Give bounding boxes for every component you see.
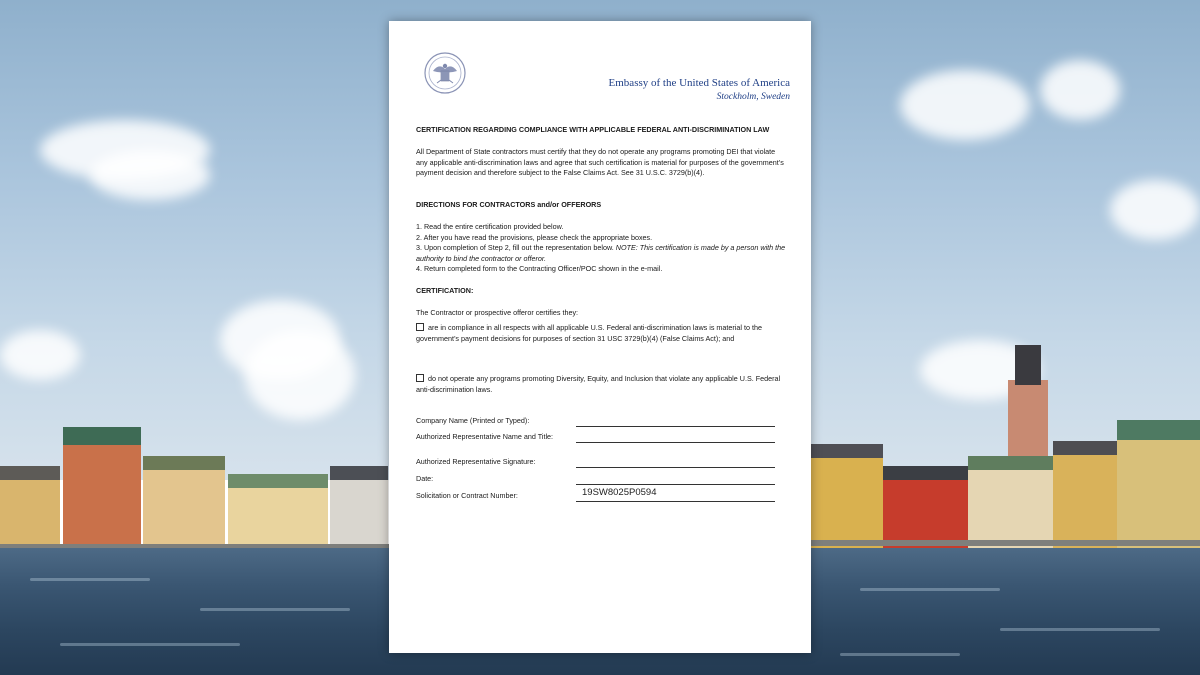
signature-field[interactable] (576, 467, 775, 468)
building (1053, 453, 1117, 548)
no-dei-checkbox[interactable] (416, 374, 424, 382)
contract-number-value: 19SW8025P0594 (582, 487, 657, 498)
direction-step-3-text: 3. Upon completion of Step 2, fill out the representation below. (416, 243, 614, 253)
directions-heading: DIRECTIONS FOR CONTRACTORS and/or OFFERORS (416, 200, 602, 209)
rep-name-field[interactable] (576, 442, 775, 443)
building (811, 456, 883, 548)
embassy-seal-icon (423, 51, 467, 95)
cloud (245, 330, 355, 420)
direction-step-3-note: NOTE: This certification is made by a person with the authority to bind the contractor or offeror. (416, 243, 786, 263)
tower-top (1015, 345, 1041, 385)
company-name-field[interactable] (576, 426, 775, 427)
cloud (900, 70, 1030, 140)
cloud (90, 150, 210, 200)
embassy-name: Embassy of the United States of America (608, 77, 790, 89)
building (228, 486, 328, 548)
certification-document (389, 21, 811, 653)
rep-name-label: Authorized Representative Name and Title: (416, 432, 554, 441)
certification-item-1 (416, 323, 788, 344)
building (1117, 438, 1200, 548)
cloud (1040, 60, 1120, 120)
direction-step-3 (416, 243, 788, 264)
certification-item-2-text: do not operate any programs promoting Diversity, Equity, and Inclusion that violate any applicable U.S. Federal anti-discrimination laws. (416, 374, 781, 394)
company-name-label: Company Name (Printed or Typed): (416, 416, 530, 425)
building (0, 478, 60, 548)
building (968, 468, 1053, 548)
certification-item-1-text: are in compliance in all respects with all applicable U.S. Federal anti-discrimination laws is material to the government’s payment decisions for purposes of section 31 USC 3729(b)(4) (False Claims Act); and (416, 323, 762, 343)
contract-number-label: Solicitation or Contract Number: (416, 491, 518, 500)
building (330, 478, 388, 548)
certification-item-2 (416, 374, 788, 395)
direction-step-2: 2. After you have read the provisions, please check the appropriate boxes. (416, 232, 653, 242)
cloud (0, 330, 80, 380)
signature-row (416, 457, 776, 469)
certification-lead: The Contractor or prospective offeror certifies they: (416, 308, 579, 317)
embassy-city: Stockholm, Sweden (716, 92, 790, 102)
directions-list (416, 222, 788, 275)
direction-step-1: 1. Read the entire certification provided below. (416, 222, 564, 231)
certification-heading: CERTIFICATION: (416, 286, 474, 295)
date-field[interactable] (576, 484, 775, 485)
date-label: Date: (416, 474, 434, 483)
building (143, 468, 225, 548)
direction-step-4: 4. Return completed form to the Contracting Officer/POC shown in the e-mail. (416, 264, 663, 274)
building (883, 478, 968, 548)
rep-name-row (416, 432, 776, 444)
document-title: CERTIFICATION REGARDING COMPLIANCE WITH APPLICABLE FEDERAL ANTI-DISCRIMINATION LAW (416, 125, 770, 134)
date-row (416, 474, 776, 486)
compliance-checkbox[interactable] (416, 323, 424, 331)
signature-label: Authorized Representative Signature: (416, 457, 536, 466)
quay (811, 540, 1200, 546)
cloud (1110, 180, 1200, 240)
intro-paragraph: All Department of State contractors must certify that they do not operate any programs promoting DEI that violate any applicable anti-discrimination laws and agree that such certification is material for purposes of the government’s payment decision and therefore subject to the False Claims Act. See 31 U.S.C. 3729(b)(4). (416, 147, 784, 178)
building (63, 443, 141, 548)
contract-number-row (416, 487, 776, 503)
contract-number-field[interactable] (576, 501, 775, 502)
company-name-row (416, 416, 776, 428)
